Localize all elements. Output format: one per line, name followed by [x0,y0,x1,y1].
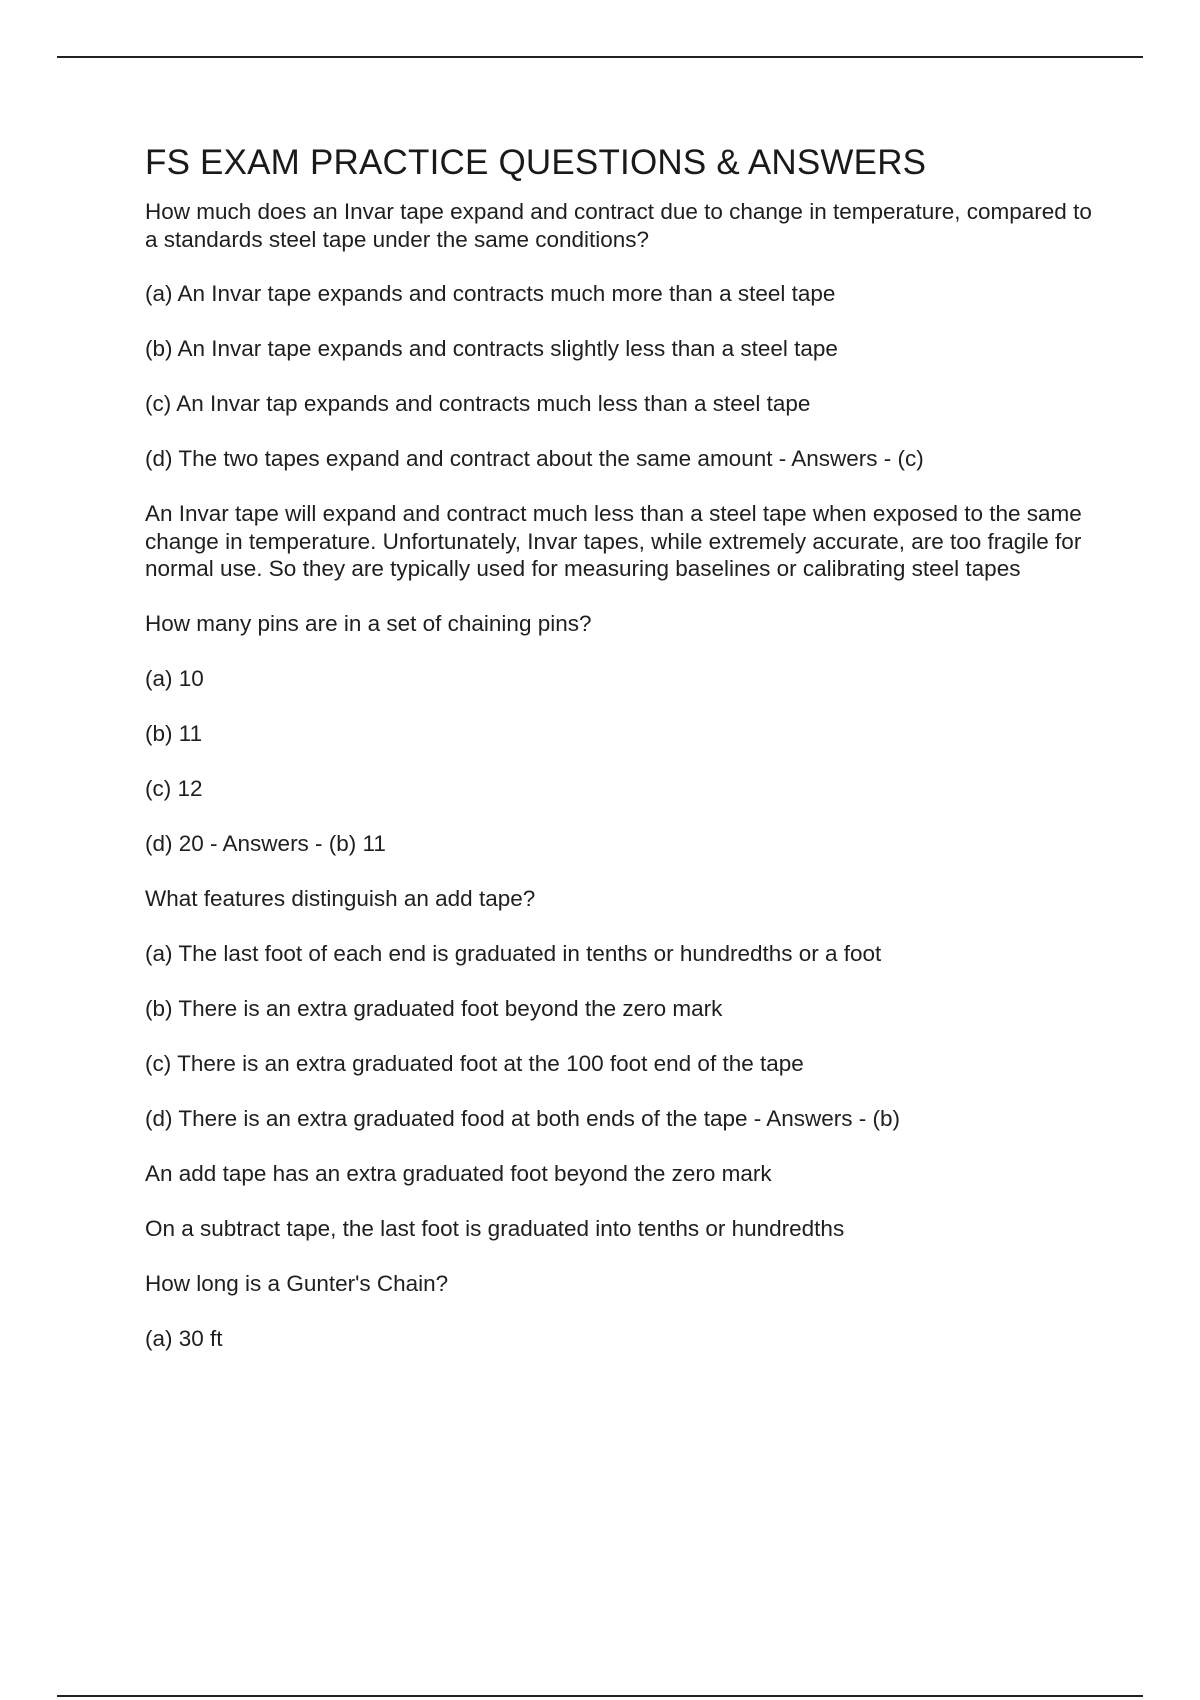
question-2-text: How many pins are in a set of chaining pins? [145,610,592,636]
question-2-option-a: (a) 10 [145,665,204,691]
question-1-explanation: An Invar tape will expand and contract much less than a steel tape when exposed to the same change in temperature. Unfortunately, Invar tapes, while extremely accurate, are too fragile for normal use. So they are typically used for measuring baselines or calibrating steel tapes [145,501,1082,581]
question-3-option-b: (b) There is an extra graduated foot beyond the zero mark [145,995,723,1021]
question-1-text: How much does an Invar tape expand and contract due to change in temperature, compared to a standards steel tape under the same conditions? [145,199,1092,252]
question-3-option-c: (c) There is an extra graduated foot at the 100 foot end of the tape [145,1050,804,1076]
question-1-option-b: (b) An Invar tape expands and contracts slightly less than a steel tape [145,336,838,361]
qa-content [145,198,1105,1353]
question-2-option-b: (b) 11 [145,720,203,746]
document-body [145,140,1105,1380]
bottom-rule [57,1695,1143,1697]
question-1-option-c: (c) An Invar tap expands and contracts much less than a steel tape [145,391,811,416]
question-2-option-d-answer: (d) 20 - Answers - (b) 11 [145,830,386,856]
page-title: FS EXAM PRACTICE QUESTIONS & ANSWERS [145,143,927,182]
question-4-option-a: (a) 30 ft [145,1325,223,1351]
question-2-option-c: (c) 12 [145,775,203,801]
question-1-option-d-answer: (d) The two tapes expand and contract about the same amount - Answers - (c) [145,446,924,471]
top-rule [57,56,1143,58]
question-3-option-a: (a) The last foot of each end is graduated in tenths or hundredths or a foot [145,940,882,966]
question-1-option-a: (a) An Invar tape expands and contracts much more than a steel tape [145,281,836,306]
question-3-text: What features distinguish an add tape? [145,885,536,911]
question-3-explanation-subtract-tape: On a subtract tape, the last foot is graduated into tenths or hundredths [145,1215,845,1241]
question-4-text: How long is a Gunter's Chain? [145,1270,449,1296]
question-3-option-d-answer: (d) There is an extra graduated food at both ends of the tape - Answers - (b) [145,1105,901,1131]
question-3-explanation-add-tape: An add tape has an extra graduated foot beyond the zero mark [145,1160,772,1186]
